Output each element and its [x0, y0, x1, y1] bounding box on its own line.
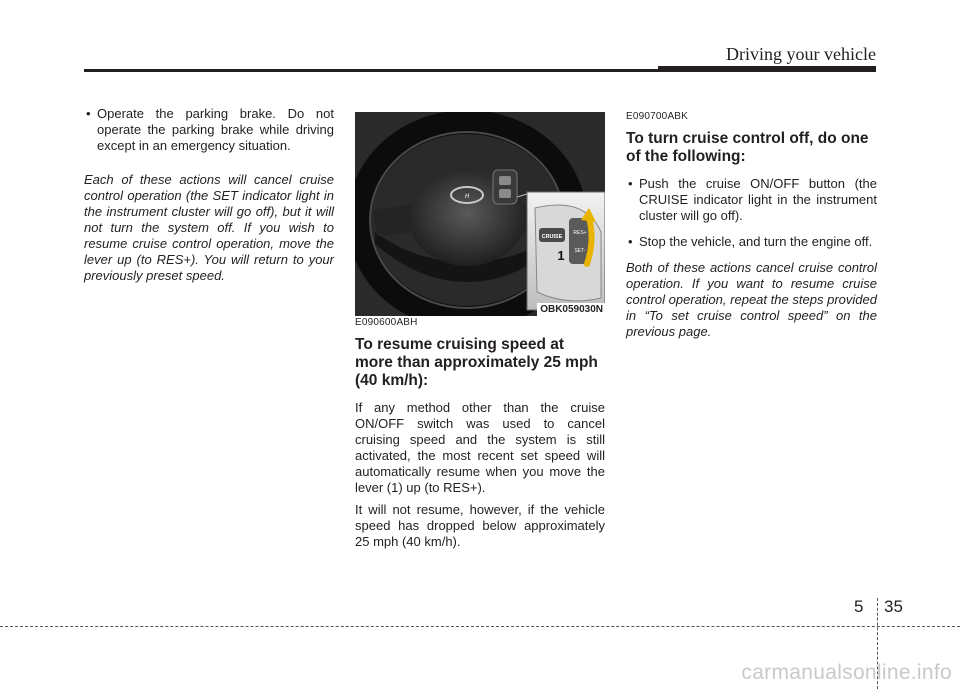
page-number: 35	[884, 597, 903, 616]
resume-paragraph: If any method other than the cruise ON/OFF switch was used to cancel cruising speed and the system is still activated, the most recent set speed will automatically resume when you move the lever (1) up (to RES+).	[355, 400, 605, 495]
lever-callout: 1	[557, 248, 565, 263]
bullet-parking-brake: • Operate the parking brake. Do not operate the parking brake while driving except in an emergency situation.	[84, 106, 334, 154]
column-left	[84, 106, 334, 284]
column-middle	[355, 317, 605, 556]
cruise-switch-inset	[517, 192, 605, 310]
section-code: E090600ABH	[355, 317, 418, 328]
section-title: Driving your vehicle	[726, 44, 876, 64]
brand-logo-text: H	[464, 194, 470, 200]
cancel-note: Each of these actions will cancel cruise control operation (the SET indicator light in the instrument cluster will go off), but it will not turn the system off. If you wish to resume cruise control operation, move the lever up (to RES+). You will return to your previously preset speed.	[84, 172, 334, 283]
figure-code: OBK059030N	[537, 303, 605, 316]
chapter-number: 5	[854, 597, 864, 616]
section-code: E090700ABK	[626, 111, 689, 122]
header-rule-thick	[658, 66, 876, 72]
svg-text:RES+: RES+	[573, 230, 587, 236]
bullet-stop-vehicle: • Stop the vehicle, and turn the engine off.	[626, 234, 877, 250]
no-resume-paragraph: It will not resume, however, if the vehicle speed has dropped below approximately 25 mph (40 km/h).	[355, 502, 605, 549]
header-rule	[84, 69, 658, 72]
bullet-cruise-button: • Push the cruise ON/OFF button (the CRUISE indicator light in the instrument cluster will go off).	[626, 176, 877, 224]
steering-wheel-illustration	[355, 112, 605, 316]
cancel-note: Both of these actions cancel cruise control operation. If you want to resume cruise control operation, repeat the steps provided in “To set cruise control speed” on the previous page.	[626, 260, 877, 339]
section-heading: To resume cruising speed at more than approximately 25 mph (40 km/h):	[355, 336, 598, 389]
watermark: carmanualsonline.info	[741, 661, 952, 684]
svg-text:SET-: SET-	[574, 248, 586, 254]
svg-text:CRUISE: CRUISE	[541, 234, 563, 240]
column-right	[626, 111, 877, 340]
steering-wheel-figure	[355, 112, 605, 316]
footer-rule	[0, 626, 960, 627]
section-heading: To turn cruise control off, do one of the following:	[626, 130, 869, 165]
right-switch-cluster	[493, 170, 517, 204]
